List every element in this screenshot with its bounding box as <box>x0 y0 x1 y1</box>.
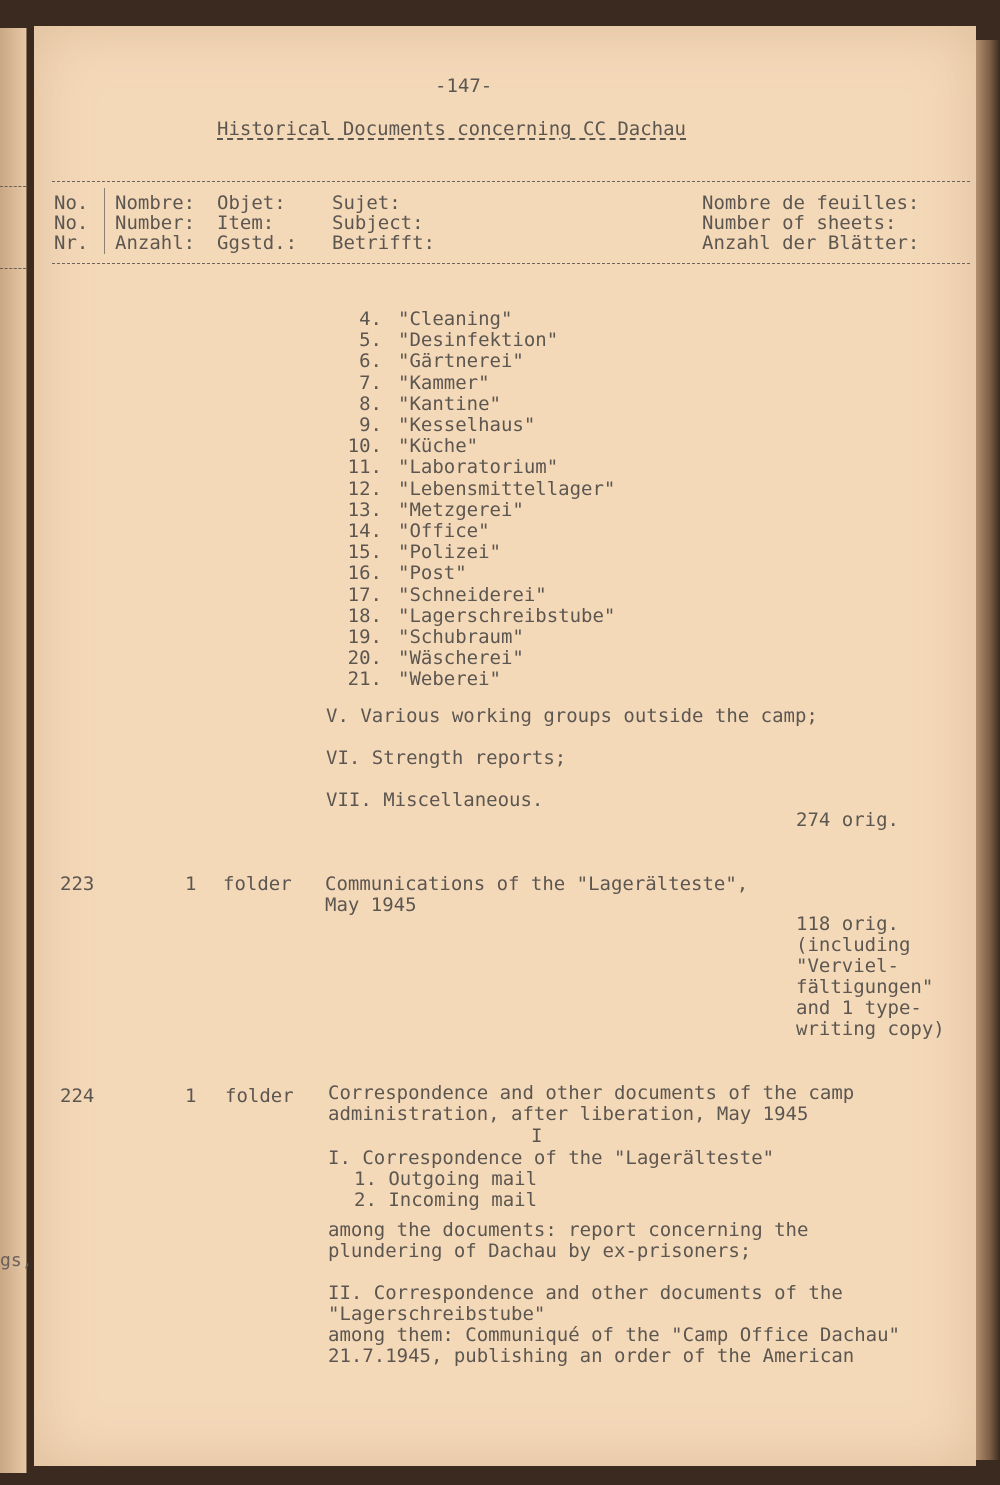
list-item-number: 15. <box>347 541 382 563</box>
sheet-count: 274 orig. <box>796 809 899 831</box>
header-count: Anzahl: <box>115 232 196 254</box>
list-item-text: "Lagerschreibstube" <box>398 605 616 627</box>
list-item-text: "Laboratorium" <box>398 456 559 478</box>
part-ii-text: "Lagerschreibstube" <box>328 1303 546 1325</box>
entry-subject: Correspondence and other documents of the camp <box>328 1082 855 1104</box>
list-item-number: 16. <box>347 562 382 584</box>
header-sheets: Number of sheets: <box>702 212 897 234</box>
list-item-text: "Kammer" <box>398 372 490 394</box>
list-item-text: "Küche" <box>398 435 479 457</box>
entry-sheets: (including <box>796 934 911 956</box>
header-column-divider <box>104 188 105 254</box>
header-subject: Betrifft: <box>332 232 435 254</box>
list-item-text: "Schneiderei" <box>398 584 547 606</box>
header-sheets: Anzahl der Blätter: <box>702 232 920 254</box>
header-item: Item: <box>217 212 275 234</box>
list-item-text: "Gärtnerei" <box>398 350 524 372</box>
list-item-text: "Wäscherei" <box>398 647 524 669</box>
entry-sheets: 118 orig. <box>796 913 899 935</box>
list-item-number: 5. <box>359 329 382 351</box>
header-top-rule <box>52 181 970 182</box>
list-item-text: "Office" <box>398 520 490 542</box>
header-subject: Sujet: <box>332 192 401 214</box>
list-item-text: "Post" <box>398 562 467 584</box>
list-item-number: 14. <box>347 520 382 542</box>
entry-sheets: "Verviel- <box>796 955 899 977</box>
list-item-text: "Desinfektion" <box>398 329 559 351</box>
list-item-text: "Schubraum" <box>398 626 524 648</box>
entry-subject: Communications of the "Lagerälteste", <box>325 873 749 895</box>
list-item-text: "Polizei" <box>398 541 501 563</box>
header-subject: Subject: <box>332 212 424 234</box>
page-title: Historical Documents concerning CC Dachau <box>217 118 686 140</box>
list-item-number: 8. <box>359 393 382 415</box>
section-vii: VII. Miscellaneous. <box>326 789 544 811</box>
header-count: Number: <box>115 212 196 234</box>
header-no: No. <box>54 192 89 214</box>
among-documents: among the documents: report concerning the <box>328 1219 809 1241</box>
entry-sheets: writing copy) <box>796 1018 945 1040</box>
page-number: -147- <box>435 75 493 97</box>
list-item-text: "Metzgerei" <box>398 499 524 521</box>
header-bottom-rule <box>52 263 970 264</box>
list-item-number: 18. <box>347 605 382 627</box>
left-page-text: gs, <box>0 1250 33 1271</box>
part-ii-text: among them: Communiqué of the "Camp Office Dachau" <box>328 1324 900 1346</box>
list-item-text: "Weberei" <box>398 668 501 690</box>
entry-subject: administration, after liberation, May 1945 <box>328 1103 809 1125</box>
list-item-number: 11. <box>347 456 382 478</box>
list-item-number: 19. <box>347 626 382 648</box>
entry-item: folder <box>225 1085 294 1107</box>
section-v: V. Various working groups outside the camp; <box>326 705 818 727</box>
entry-subject: May 1945 <box>325 894 417 916</box>
entry-count: 1 <box>185 873 197 895</box>
list-item-number: 17. <box>347 584 382 606</box>
list-item-number: 12. <box>347 478 382 500</box>
list-item-number: 21. <box>347 668 382 690</box>
list-item-number: 9. <box>359 414 382 436</box>
part-ii-text: 21.7.1945, publishing an order of the American <box>328 1345 855 1367</box>
part-i-item: 2. Incoming mail <box>354 1189 538 1211</box>
header-no: No. <box>54 212 89 234</box>
entry-number: 224 <box>60 1085 95 1107</box>
section-vi: VI. Strength reports; <box>326 747 567 769</box>
list-item-number: 6. <box>359 350 382 372</box>
entry-number: 223 <box>60 873 95 895</box>
header-no: Nr. <box>54 232 89 254</box>
left-page-rule <box>0 186 26 187</box>
list-item-text: "Kantine" <box>398 393 501 415</box>
list-item-number: 4. <box>359 308 382 330</box>
header-sheets: Nombre de feuilles: <box>702 192 920 214</box>
list-item-number: 13. <box>347 499 382 521</box>
list-item-text: "Kesselhaus" <box>398 414 536 436</box>
entry-item: folder <box>223 873 292 895</box>
roman-numeral: I <box>531 1125 543 1147</box>
part-i-item: 1. Outgoing mail <box>354 1168 538 1190</box>
list-item-text: "Lebensmittellager" <box>398 478 616 500</box>
entry-count: 1 <box>185 1085 197 1107</box>
left-page-fragment <box>0 28 33 1473</box>
list-item-text: "Cleaning" <box>398 308 513 330</box>
list-item-number: 10. <box>347 435 382 457</box>
list-item-number: 7. <box>359 372 382 394</box>
page-edge <box>976 40 1000 1460</box>
header-count: Nombre: <box>115 192 196 214</box>
entry-sheets: fältigungen" <box>796 976 934 998</box>
entry-sheets: and 1 type- <box>796 997 922 1019</box>
left-page-rule <box>0 268 26 269</box>
part-ii-text: II. Correspondence and other documents of the <box>328 1282 843 1304</box>
part-i-heading: I. Correspondence of the "Lagerälteste" <box>328 1147 775 1169</box>
among-documents: plundering of Dachau by ex-prisoners; <box>328 1240 752 1262</box>
list-item-number: 20. <box>347 647 382 669</box>
header-item: Objet: <box>217 192 286 214</box>
header-item: Ggstd.: <box>217 232 298 254</box>
